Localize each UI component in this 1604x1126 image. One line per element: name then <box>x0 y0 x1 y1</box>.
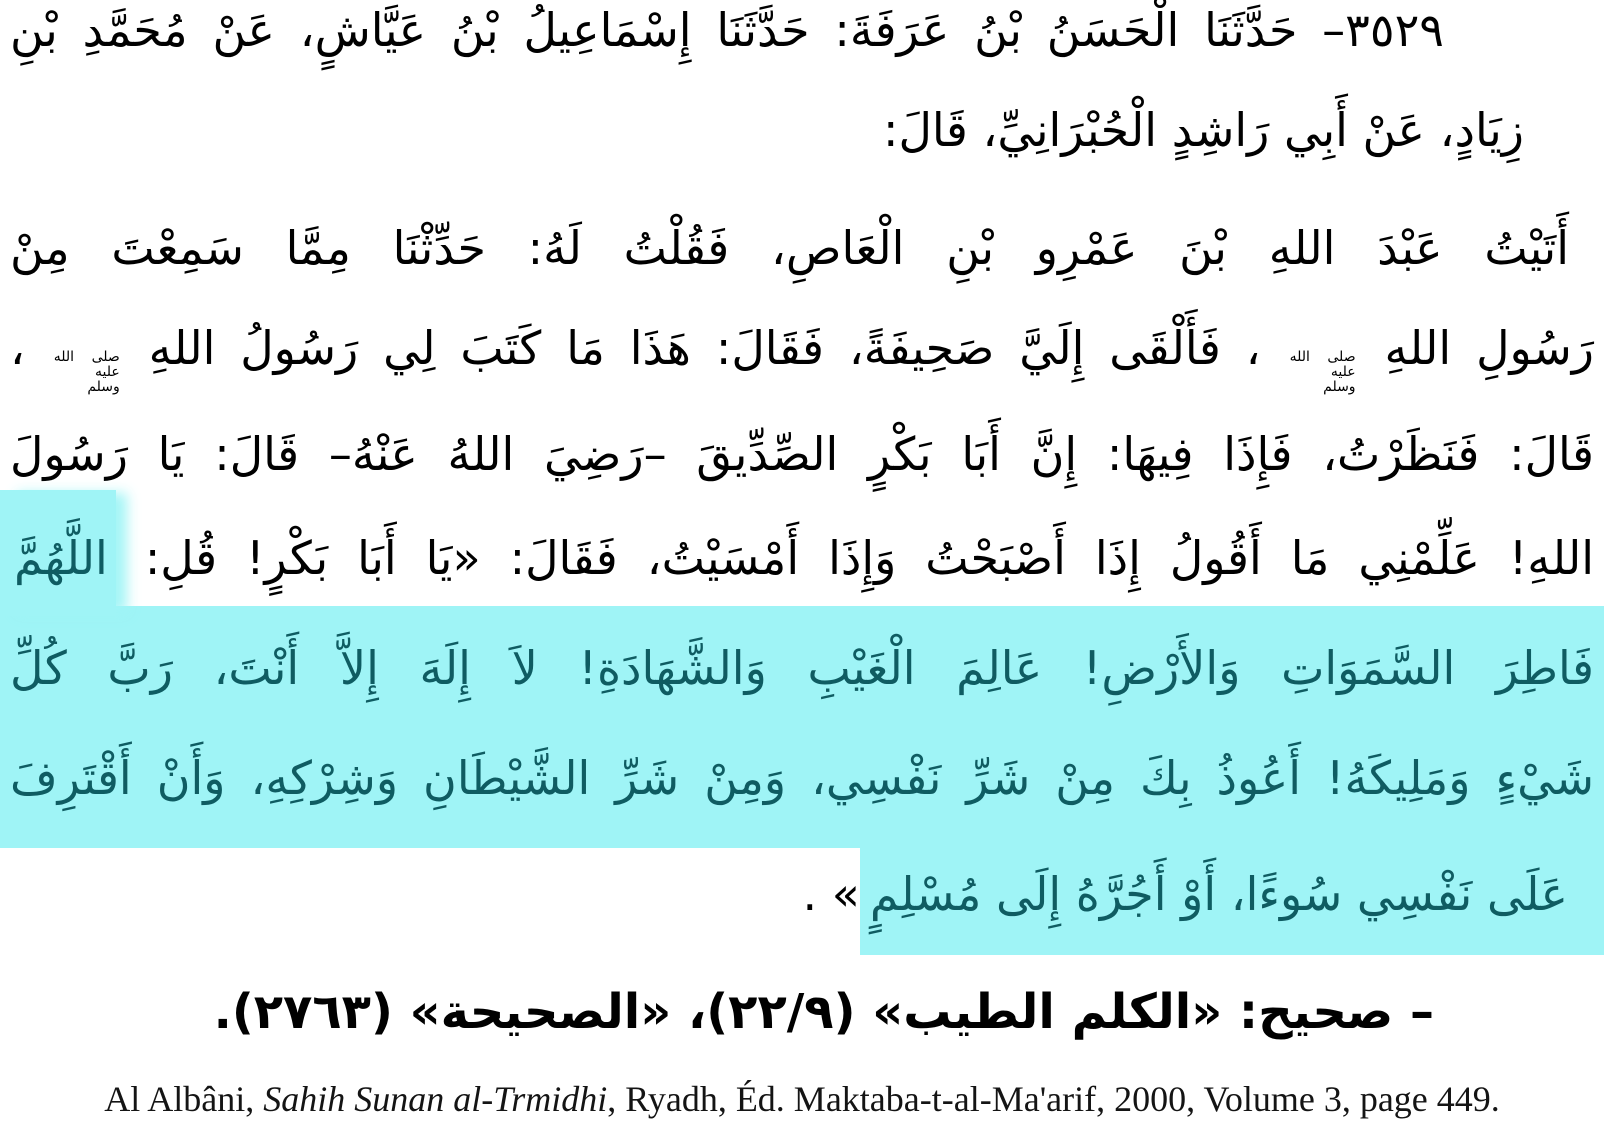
hadith-line-1: ٣٥٢٩– حَدَّثَنَا الْحَسَنُ بْنُ عَرَفَةَ: حَدَّثَنَا إِسْمَاعِيلُ بْنُ عَيَّاشٍ، عَنْ مُحَمَّدِ بْنِ <box>10 3 1444 57</box>
citation-publication-details: , Ryadh, Éd. Maktaba-t-al-Ma'arif, 2000, Volume 3, page 449. <box>607 1079 1500 1119</box>
citation-author: Al Albâni, <box>104 1079 264 1119</box>
quote-close-and-period: » . <box>802 867 860 921</box>
hadith-line-5: قَالَ: فَنَظَرْتُ، فَإِذَا فِيهَا: إِنَّ أَبَا بَكْرٍ الصِّدِّيقَ –رَضِيَ اللهُ عَنْهُ– قَالَ: يَا رَسُولَ <box>10 427 1594 481</box>
bibliographic-citation <box>0 1076 1604 1122</box>
saw-row-2: عليه <box>1330 364 1356 380</box>
citation-book-title: Sahih Sunan al-Trmidhi <box>263 1079 608 1119</box>
hadith-line-4-text-a: رَسُولِ اللهِ <box>1384 321 1595 375</box>
dua-line-2-highlighted: شَيْءٍ وَمَلِيكَهُ! أَعُوذُ بِكَ مِنْ شَرِّ نَفْسِي، وَمِنْ شَرِّ الشَّيْطَانِ وَشِرْكِهِ، وَأَنْ أَقْتَرِفَ <box>10 751 1594 805</box>
saw-row-3: وسلم <box>87 379 120 395</box>
hadith-line-6 <box>0 528 1594 588</box>
salla-allahu-alayhi-wa-sallam-ligature <box>54 350 120 395</box>
dua-line-1-highlighted: فَاطِرَ السَّمَوَاتِ وَالأَرْضِ! عَالِمَ الْغَيْبِ وَالشَّهَادَةِ! لاَ إِلَهَ إِلاَّ أَنْتَ، رَبَّ كُلِّ <box>10 641 1594 695</box>
saw-row-3: وسلم <box>1323 379 1356 395</box>
saw-row-1: صلى الله <box>1289 349 1356 365</box>
hadith-line-6-text: اللهِ! عَلِّمْنِي مَا أَقُولُ إِذَا أَصْبَحْتُ وَإِذَا أَمْسَيْتُ، فَقَالَ: «يَا أَبَا بَكْرٍ! قُلِ: <box>144 531 1594 585</box>
hadith-line-4 <box>10 318 1594 395</box>
dua-line-3 <box>10 864 1604 924</box>
grading-footnote: – صحيح: «الكلم الطيب» (٢٢/٩)، «الصحيحة» (٢٧٦٣). <box>213 984 1434 1040</box>
hadith-line-4-text-c: ، <box>10 321 25 375</box>
hadith-line-4-text-b: ، فَأَلْقَى إِلَيَّ صَحِيفَةً، فَقَالَ: هَذَا مَا كَتَبَ لِي رَسُولُ اللهِ <box>148 321 1261 375</box>
salla-allahu-alayhi-wa-sallam-ligature <box>1290 350 1356 395</box>
hadith-line-3: أَتَيْتُ عَبْدَ اللهِ بْنَ عَمْرِو بْنِ الْعَاصِ، فَقُلْتُ لَهُ: حَدِّثْنَا مِمَّا سَمِعْتَ مِنْ <box>10 221 1569 275</box>
saw-row-1: صلى الله <box>53 349 120 365</box>
hadith-line-2: زِيَادٍ، عَنْ أَبِي رَاشِدٍ الْحُبْرَانِيِّ، قَالَ: <box>883 103 1524 157</box>
dua-line-3-highlighted-text: عَلَى نَفْسِي سُوءًا، أَوْ أَجُرَّهُ إِلَى مُسْلِمٍ <box>860 846 1604 955</box>
highlighted-word-allahumma: اللَّهُمَّ <box>0 490 116 616</box>
saw-row-2: عليه <box>95 364 120 380</box>
